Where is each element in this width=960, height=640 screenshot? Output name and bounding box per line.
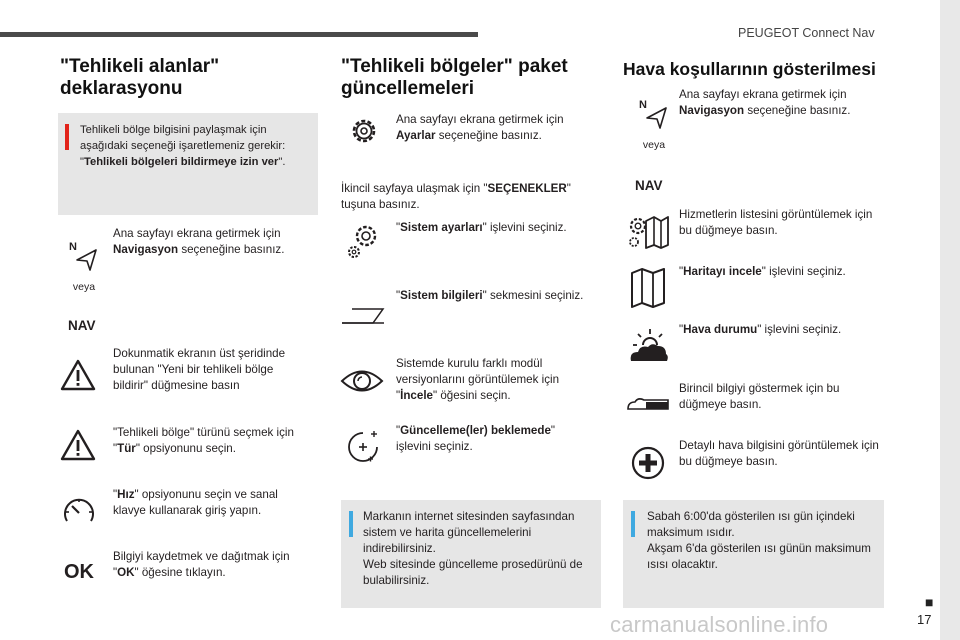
info-text-weather: Sabah 6:00'da gösterilen ısı gün içindeki maksimum ısıdır. Akşam 6'da gösterilen ısı günün maksimum ısısı olacaktır. <box>647 510 871 571</box>
info-box-updates <box>341 500 601 608</box>
eye-icon <box>340 366 384 396</box>
weather-bar-icon <box>626 392 670 412</box>
system-info-tab-icon <box>340 304 386 326</box>
col2-step1: Ana sayfayı ekrana getirmek için Ayarlar seçeneğine basınız. <box>396 113 564 142</box>
col1-step1: Ana sayfayı ekrana getirmek için Navigasyon seçeneğine basınız. <box>113 227 285 256</box>
warning-triangle-icon <box>60 359 96 391</box>
navigation-icon <box>66 238 100 272</box>
col3-step4: "Hava durumu" işlevini seçiniz. <box>679 323 842 336</box>
col3-step6: Detaylı hava bilgisini görüntülemek için bu düğmeye basın. <box>679 439 879 468</box>
info-box-weather <box>623 500 884 608</box>
warning-triangle-icon <box>60 429 96 461</box>
services-map-settings-icon <box>628 215 670 249</box>
svg-text:N: N <box>639 99 647 111</box>
or-label: veya <box>72 281 96 293</box>
col1-step2: Dokunmatik ekranın üst şeridinde bulunan "Yeni bir tehlikeli bölge bildirir" düğmesine basın <box>113 347 286 392</box>
weather-sun-cloud-icon <box>628 328 670 364</box>
section-title-weather: Hava koşullarının gösterilmesi <box>623 59 876 79</box>
col2-step2: "Sistem ayarları" işlevini seçiniz. <box>396 221 567 234</box>
update-pending-icon <box>344 428 382 466</box>
gear-icon <box>348 115 380 147</box>
col2-step3: "Sistem bilgileri" sekmesini seçiniz. <box>396 289 584 302</box>
col2-step5: "Güncelleme(ler) beklemede" işlevini seçiniz. <box>396 424 556 453</box>
section-title-danger-zones: "Tehlikeli alanlar" deklarasyonu <box>60 56 220 99</box>
section-title-danger-zone-updates: "Tehlikeli bölgeler" paket güncellemeleri <box>341 56 568 99</box>
page-number: 17 <box>917 612 932 627</box>
watermark: carmanualsonline.info <box>610 612 829 637</box>
running-title: PEUGEOT Connect Nav <box>738 26 875 40</box>
info-text-updates: Markanın internet sitesinden sayfasından sistem ve harita güncellemelerini indirebilirsiniz. Web sitesinde güncelleme prosedürünü de bulabilirsiniz. <box>363 510 583 587</box>
plus-circle-icon <box>630 445 666 481</box>
info-bar <box>349 511 353 537</box>
nav-button-label: NAV <box>635 178 663 193</box>
warning-bar <box>65 124 69 150</box>
ok-button-label: OK <box>64 561 94 583</box>
svg-text:N: N <box>69 241 77 253</box>
or-label: veya <box>642 139 666 151</box>
col1-step3: "Tehlikeli bölge" türünü seçmek için "Tür" opsiyonunu seçin. <box>113 426 294 455</box>
warning-box <box>58 113 318 215</box>
speedometer-icon <box>62 496 96 526</box>
continue-mark: ■ <box>925 594 934 610</box>
navigation-icon <box>636 96 670 130</box>
col3-step5: Birincil bilgiyi göstermek için bu düğmeye basın. <box>679 382 840 411</box>
col2-step4: Sistemde kurulu farklı modül versiyonlarını görüntülemek için "İncele" öğesini seçin. <box>396 357 560 402</box>
col3-step1: Ana sayfayı ekrana getirmek için Navigasyon seçeneğine basınız. <box>679 88 851 117</box>
warning-text: Tehlikeli bölge bilgisini paylaşmak için aşağıdaki seçeneği işaretlemeniz gerekir: "Tehlikeli bölgeleri bildirmeye izin ver". <box>80 124 286 168</box>
page-edge-strip <box>940 0 960 640</box>
nav-button-label: NAV <box>68 318 96 333</box>
col3-step2: Hizmetlerin listesini görüntülemek için bu düğmeye basın. <box>679 208 873 237</box>
col2-options-paragraph: İkincil sayfaya ulaşmak için "SEÇENEKLER" tuşuna basınız. <box>341 182 571 211</box>
map-icon <box>630 268 666 308</box>
col1-step4: "Hız" opsiyonunu seçin ve sanal klavye kullanarak giriş yapın. <box>113 488 278 517</box>
system-settings-icon <box>346 222 380 260</box>
header-rule <box>0 32 478 37</box>
info-bar <box>631 511 635 537</box>
col1-step5: Bilgiyi kaydetmek ve dağıtmak için "OK" öğesine tıklayın. <box>113 550 290 579</box>
col3-step3: "Haritayı incele" işlevini seçiniz. <box>679 265 846 278</box>
